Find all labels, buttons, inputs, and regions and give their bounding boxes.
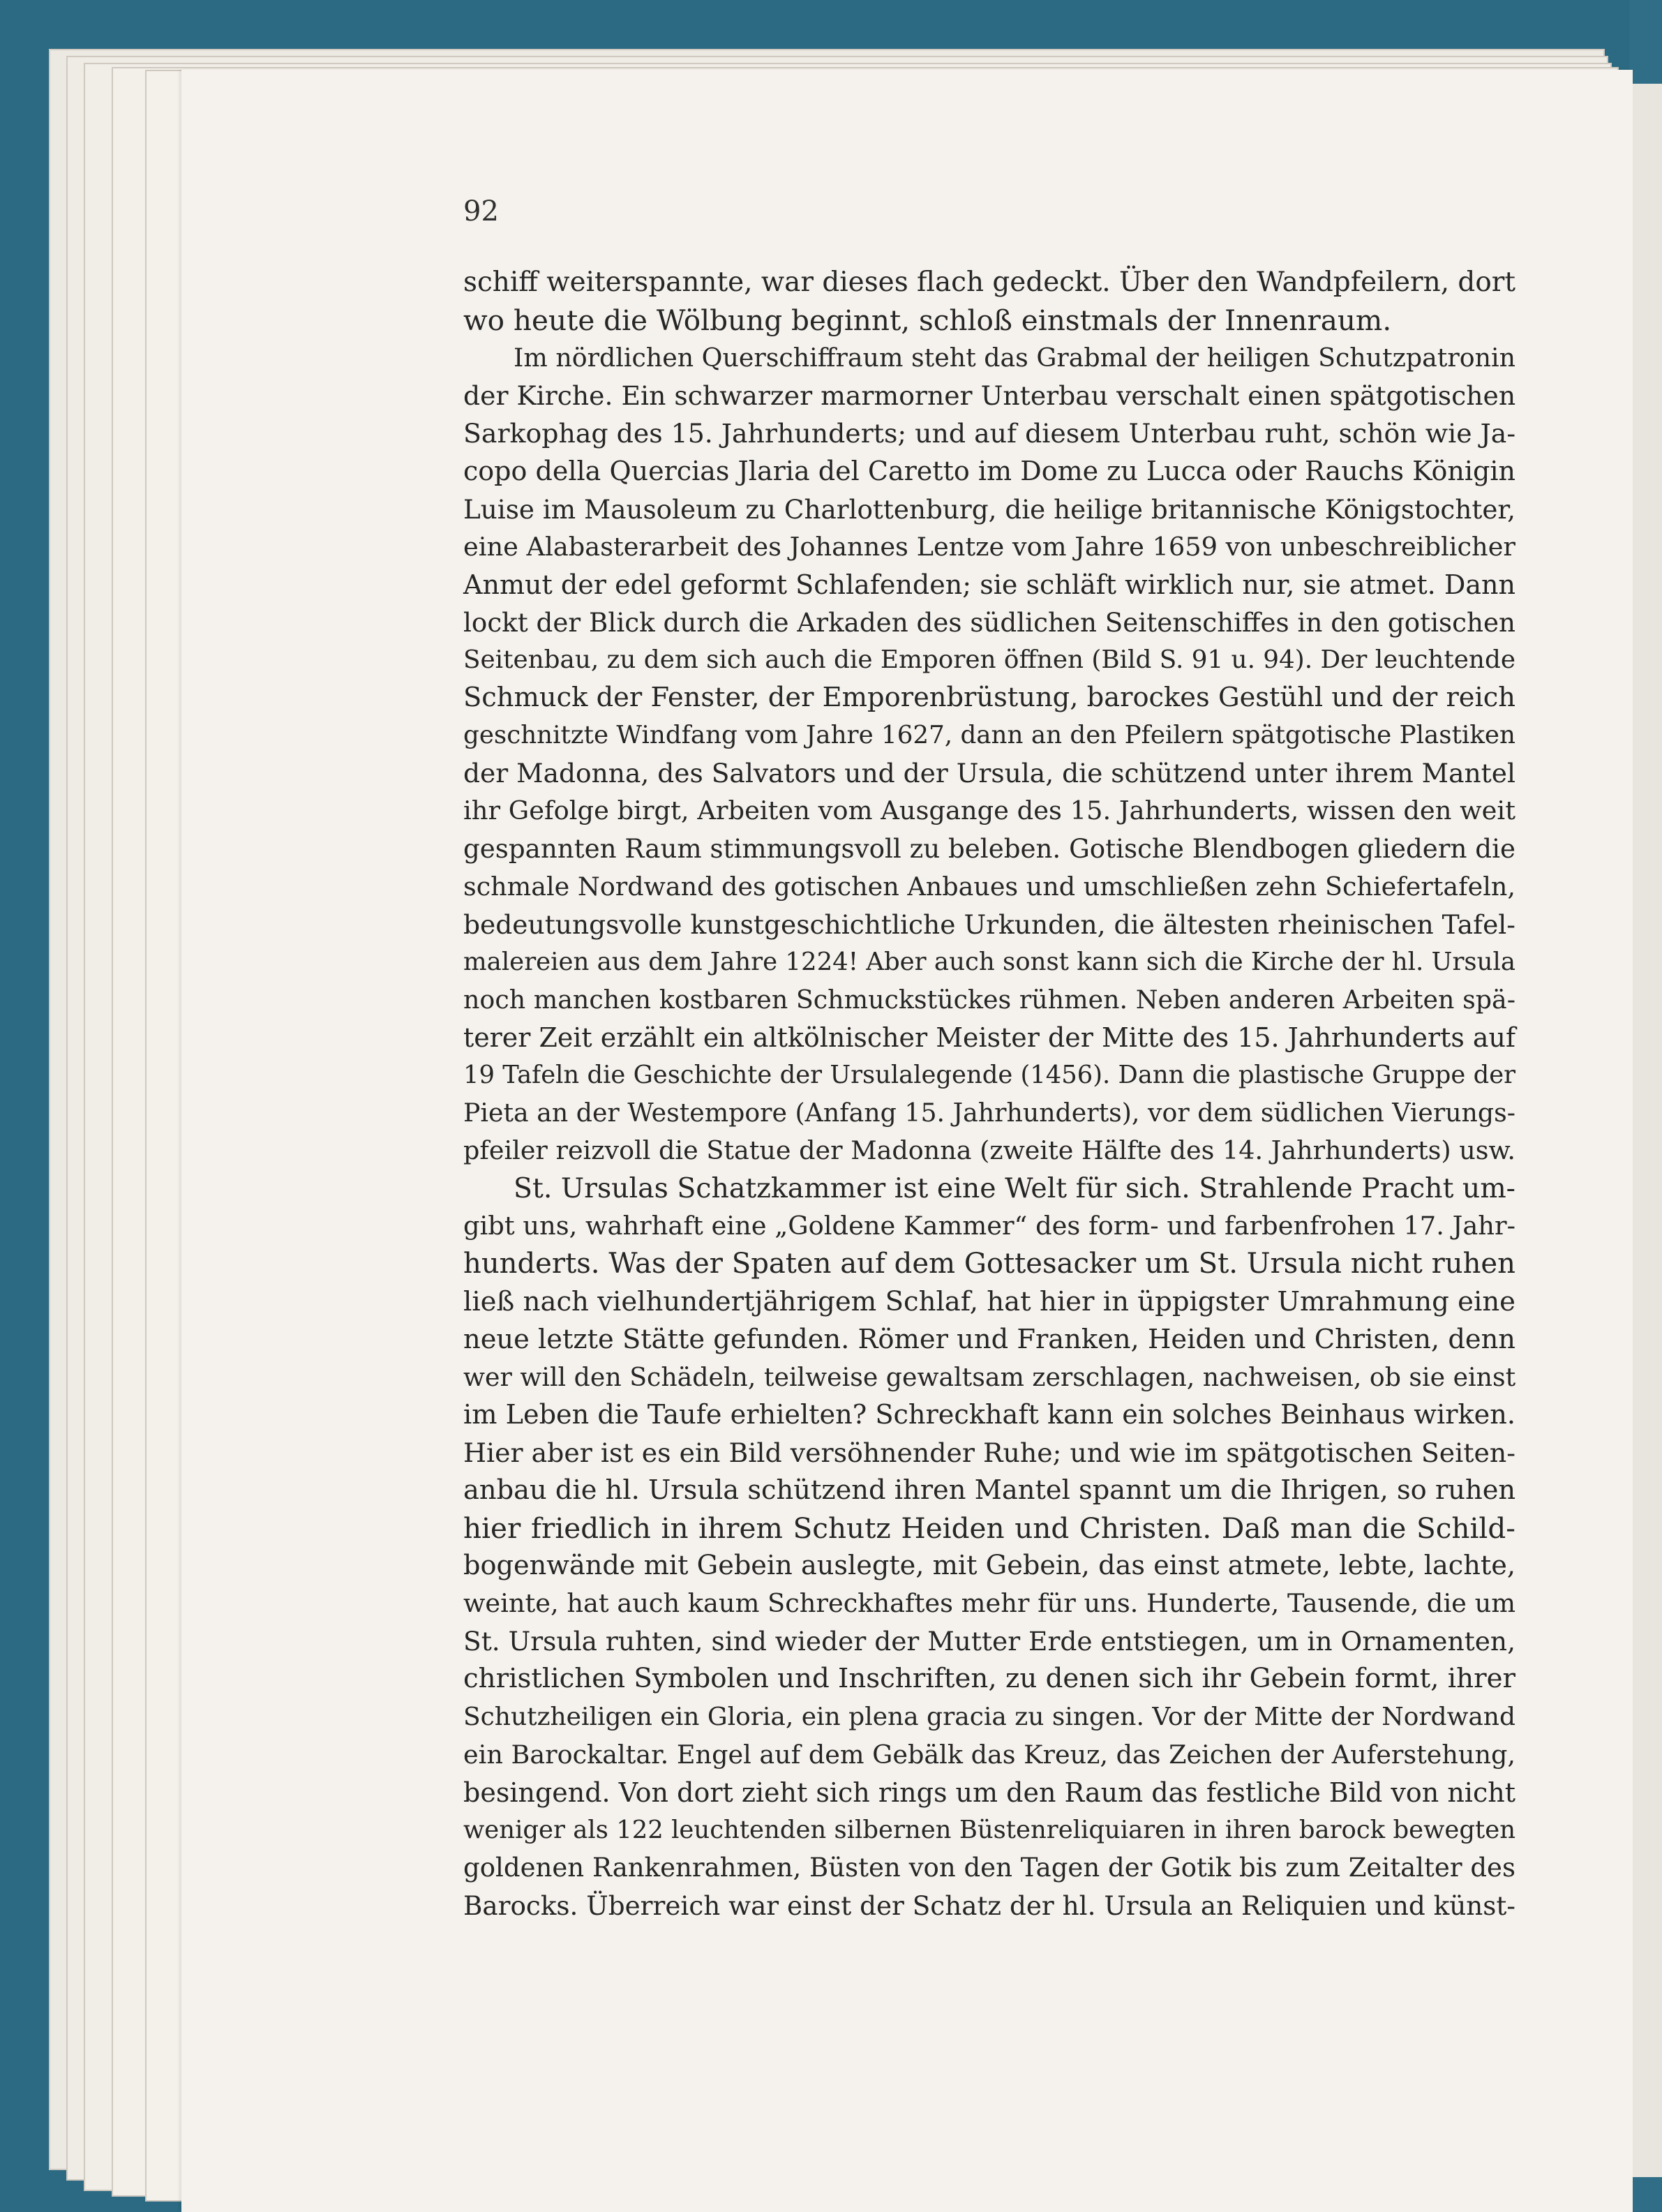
text-line: St. Ursulas Schatzkammer ist eine Welt für sich. Strahlende Pracht um- xyxy=(514,1172,1515,1205)
text-line: terer Zeit erzählt ein altkölnischer Meister der Mitte des 15. Jahrhunderts auf xyxy=(463,1022,1515,1053)
text-line: ihr Gefolge birgt, Arbeiten vom Ausgange des 15. Jahrhunderts, wissen den weit xyxy=(463,795,1515,826)
text-line: im Leben die Taufe erhielten? Schreckhaft kann ein solches Beinhaus wirken. xyxy=(463,1399,1515,1430)
text-line: copo della Quercias Jlaria del Caretto im Dome zu Lucca oder Rauchs Königin xyxy=(463,456,1515,487)
text-line: schiff weiterspannte, war dieses flach gedeckt. Über den Wandpfeilern, dort xyxy=(463,267,1515,298)
text-line: lockt der Blick durch die Arkaden des südlichen Seitenschiffes in den gotischen xyxy=(463,606,1515,638)
text-line: goldenen Rankenrahmen, Büsten von den Tagen der Gotik bis zum Zeitalter des xyxy=(463,1852,1515,1883)
text-line: neue letzte Stätte gefunden. Römer und Franken, Heiden und Christen, denn xyxy=(463,1323,1515,1355)
text-line: geschnitzte Windfang vom Jahre 1627, dann an den Pfeilern spätgotische Plastiken xyxy=(463,721,1515,750)
text-line: St. Ursula ruhten, sind wieder der Mutter Erde entstiegen, um in Ornamenten, xyxy=(463,1626,1515,1657)
text-line: besingend. Von dort zieht sich rings um den Raum das festliche Bild von nicht xyxy=(463,1777,1515,1808)
text-line: Barocks. Überreich war einst der Schatz der hl. Ursula an Reliquien und künst- xyxy=(463,1890,1515,1922)
text-line: 19 Tafeln die Geschichte der Ursulalegende (1456). Dann die plastische Gruppe der xyxy=(463,1060,1515,1089)
page-number: 92 xyxy=(463,195,499,227)
text-line: wer will den Schädeln, teilweise gewaltsam zerschlagen, nachweisen, ob sie einst xyxy=(463,1361,1516,1392)
text-line: malereien aus dem Jahre 1224! Aber auch sonst kann sich die Kirche der hl. Ursula xyxy=(463,947,1516,976)
text-line: ließ nach vielhundertjährigem Schlaf, hat hier in üppigster Umrahmung eine xyxy=(463,1285,1515,1317)
text-line: gespannten Raum stimmungsvoll zu beleben. Gotische Blendbogen gliedern die xyxy=(463,833,1515,865)
text-line: bedeutungsvolle kunstgeschichtliche Urkunden, die ältesten rheinischen Tafel- xyxy=(463,909,1515,940)
text-line: Hier aber ist es ein Bild versöhnender Ruhe; und wie im spätgotischen Seiten- xyxy=(463,1437,1515,1468)
text-line: eine Alabasterarbeit des Johannes Lentze vom Jahre 1659 von unbeschreiblicher xyxy=(463,531,1515,562)
text-line: weinte, hat auch kaum Schreckhaftes mehr für uns. Hunderte, Tausende, die um xyxy=(463,1588,1516,1619)
text-line: hunderts. Was der Spaten auf dem Gottesacker um St. Ursula nicht ruhen xyxy=(463,1248,1515,1280)
text-line: anbau die hl. Ursula schützend ihren Mantel spannt um die Ihrigen, so ruhen xyxy=(463,1474,1516,1506)
text-line: Anmut der edel geformt Schlafenden; sie schläft wirklich nur, sie atmet. Dann xyxy=(463,569,1515,600)
text-line: christlichen Symbolen und Inschriften, zu denen sich ihr Gebein formt, ihrer xyxy=(463,1663,1515,1695)
text-line: der Madonna, des Salvators und der Ursula, die schützend unter ihrem Mantel xyxy=(463,758,1515,789)
text-line: Schmuck der Fenster, der Emporenbrüstung, barockes Gestühl und der reich xyxy=(463,682,1515,714)
text-line: Schutzheiligen ein Gloria, ein plena gracia zu singen. Vor der Mitte der Nordwand xyxy=(463,1702,1515,1731)
text-line: der Kirche. Ein schwarzer marmorner Unterbau verschalt einen spätgotischen xyxy=(463,380,1516,412)
body-text xyxy=(463,264,1515,1925)
text-line: weniger als 122 leuchtenden silbernen Büstenreliquiaren in ihren barock bewegten xyxy=(463,1815,1515,1844)
text-line: ein Barockaltar. Engel auf dem Gebälk das Kreuz, das Zeichen der Auferstehung, xyxy=(463,1739,1516,1770)
text-line: noch manchen kostbaren Schmuckstückes rühmen. Neben anderen Arbeiten spä- xyxy=(463,984,1515,1015)
text-line: hier friedlich in ihrem Schutz Heiden und Christen. Daß man die Schild- xyxy=(463,1511,1515,1546)
text-line: Pieta an der Westempore (Anfang 15. Jahrhunderts), vor dem südlichen Vierungs- xyxy=(463,1098,1515,1128)
text-line: Sarkophag des 15. Jahrhunderts; und auf diesem Unterbau ruht, schön wie Ja- xyxy=(463,418,1516,449)
text-line: Im nördlichen Querschiffraum steht das Grabmal der heiligen Schutzpatronin xyxy=(514,343,1515,373)
facing-page-edge xyxy=(1629,84,1662,2177)
text-line: pfeiler reizvoll die Statue der Madonna (zweite Hälfte des 14. Jahrhunderts) usw. xyxy=(463,1135,1515,1166)
text-line: schmale Nordwand des gotischen Anbaues und umschließen zehn Schiefertafeln, xyxy=(463,871,1515,902)
text-line: Seitenbau, zu dem sich auch die Emporen öffnen (Bild S. 91 u. 94). Der leuchtende xyxy=(463,645,1515,674)
text-line: Luise im Mausoleum zu Charlottenburg, die heilige britannische Königstochter, xyxy=(463,493,1515,525)
text-line: wo heute die Wölbung beginnt, schloß einstmals der Innenraum. xyxy=(463,304,1392,338)
text-line: bogenwände mit Gebein auslegte, mit Gebein, das einst atmete, lebte, lachte, xyxy=(463,1550,1515,1582)
text-line: gibt uns, wahrhaft eine „Goldene Kammer“ des form- und farbenfrohen 17. Jahr- xyxy=(463,1211,1515,1241)
